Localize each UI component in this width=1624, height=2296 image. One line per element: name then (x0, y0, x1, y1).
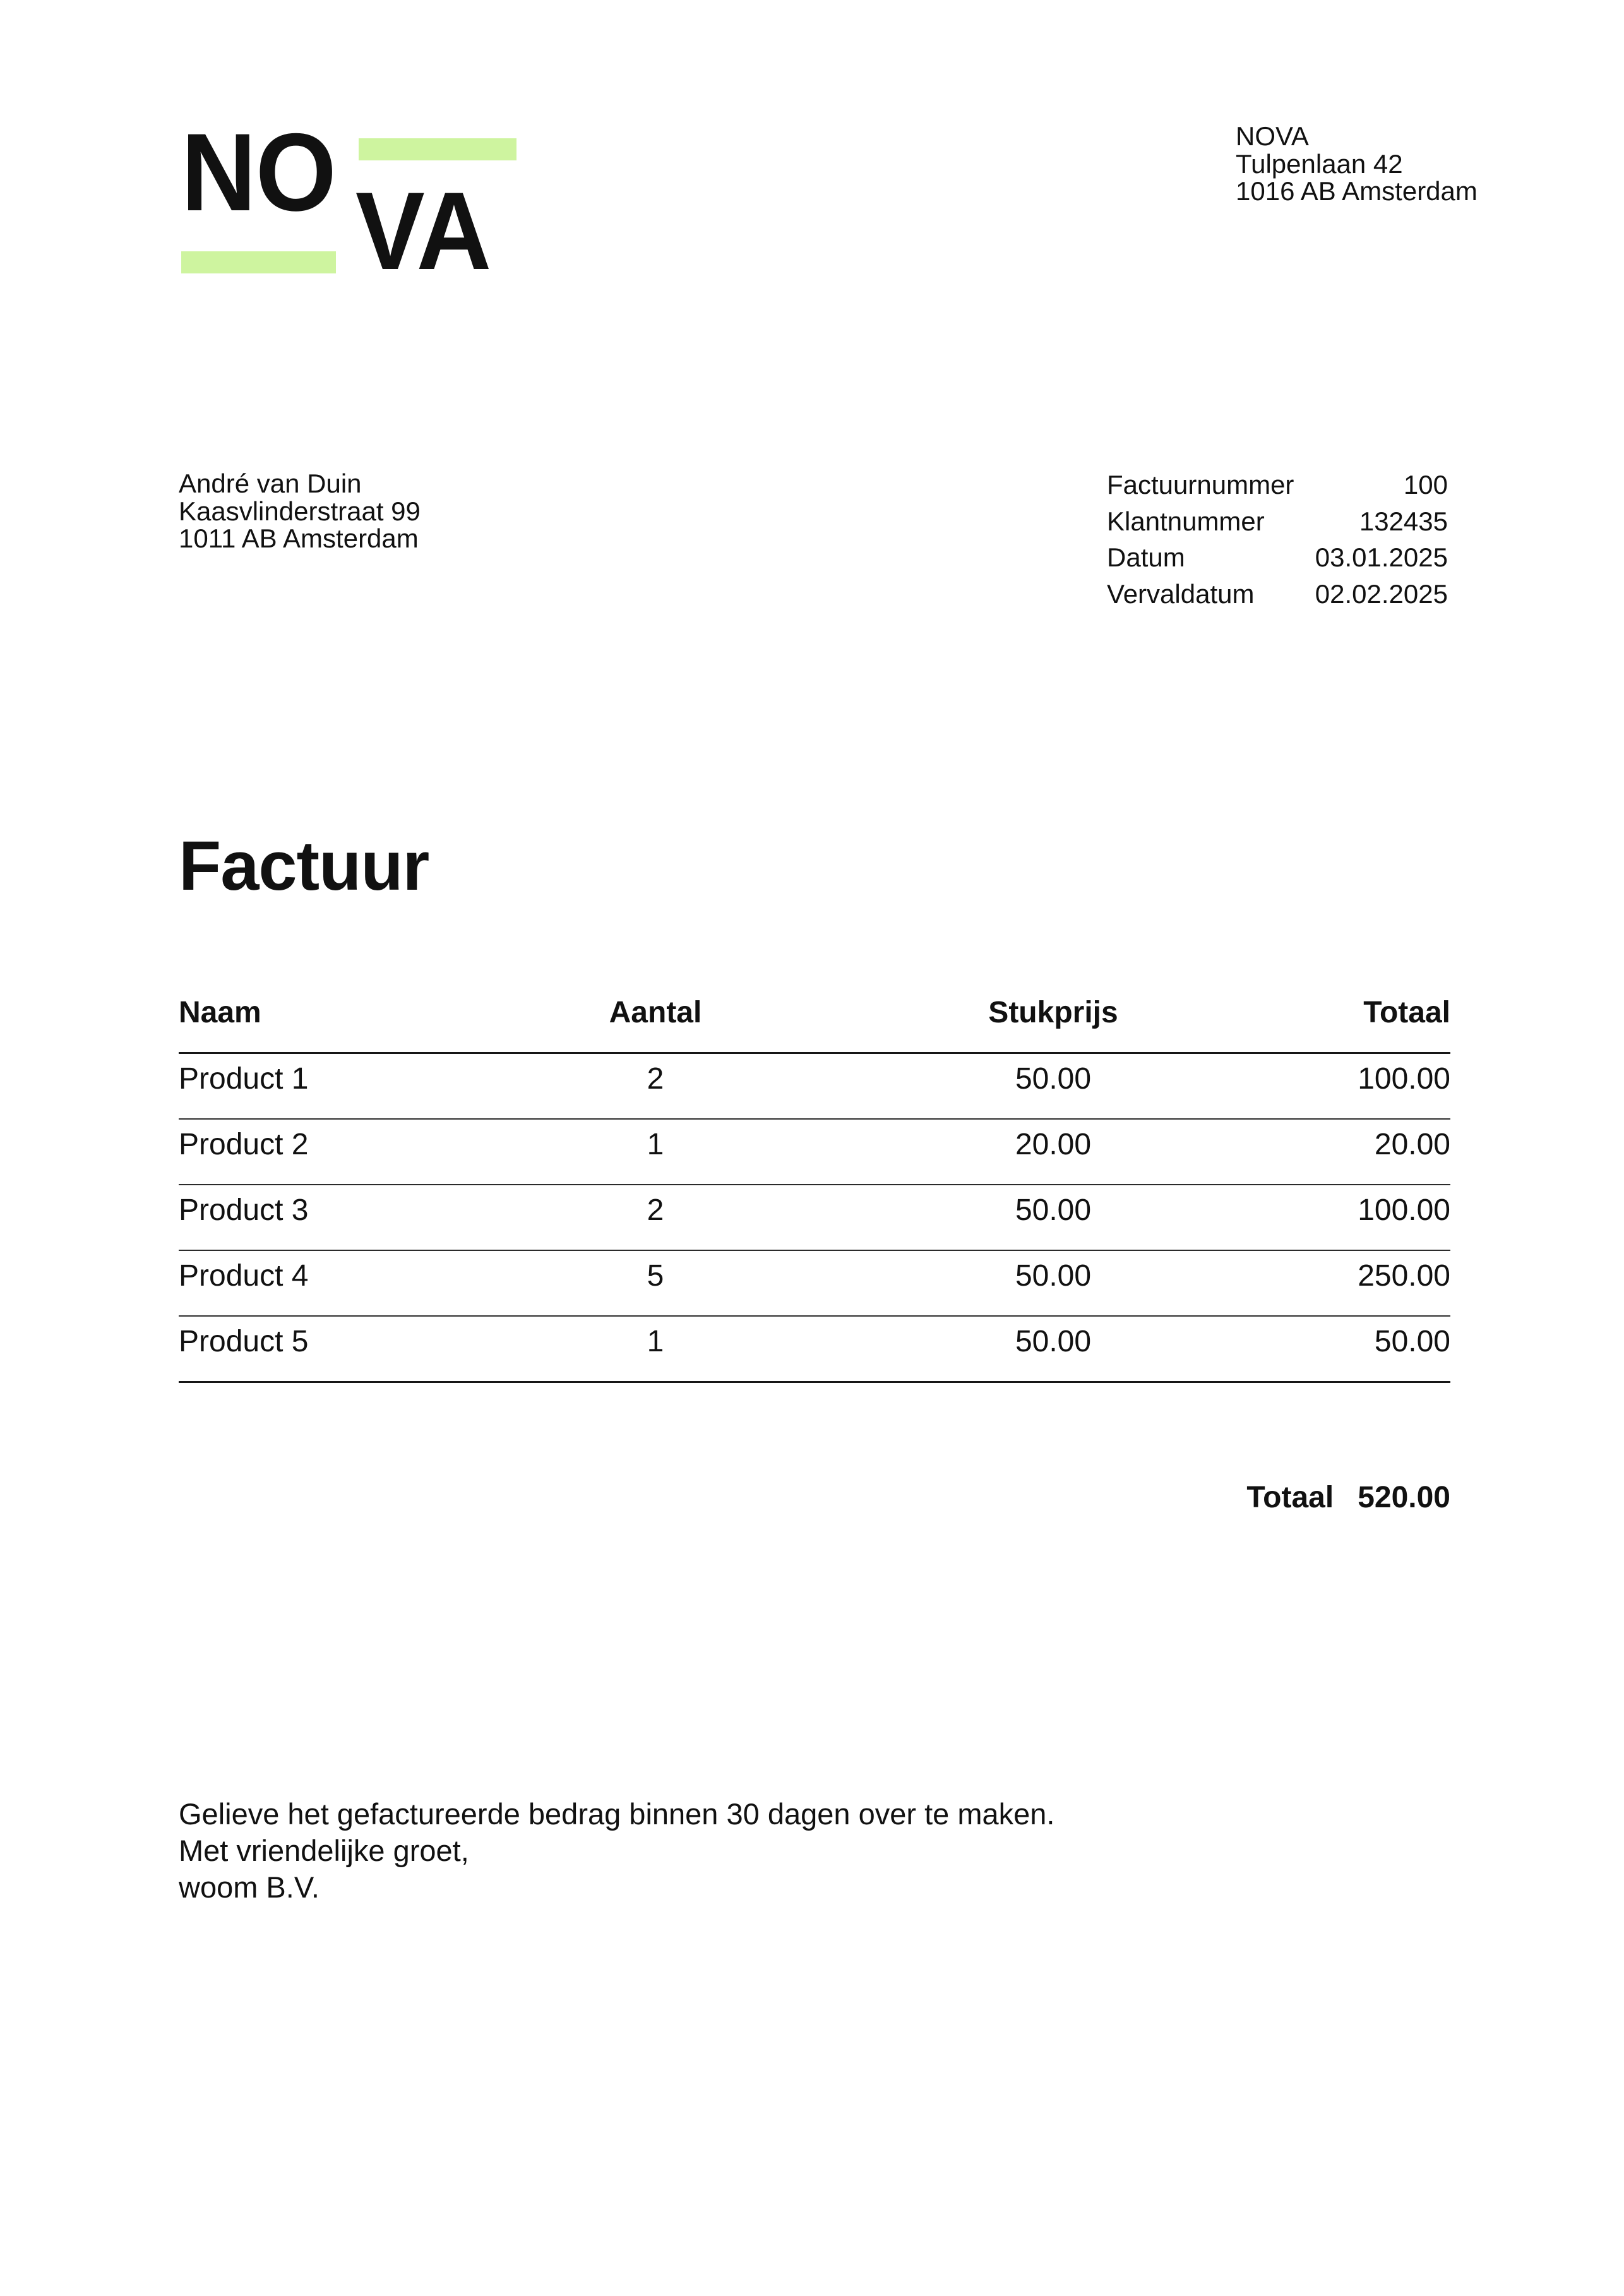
cell-product-name: Product 5 (179, 1325, 309, 1358)
cell-product-name: Product 2 (179, 1128, 309, 1161)
total-label: Totaal (1246, 1481, 1334, 1514)
meta-label: Klantnummer (1107, 506, 1265, 536)
nova-logo (0, 0, 568, 316)
cell-quantity: 5 (647, 1259, 664, 1293)
logo-accent-bar-top (359, 138, 516, 160)
meta-row-date (1107, 544, 1448, 580)
sender-city: 1016 AB Amsterdam (1236, 176, 1478, 206)
table-row (179, 1120, 1450, 1185)
sender-name: NOVA (1236, 121, 1309, 151)
meta-value: 03.01.2025 (1315, 542, 1448, 572)
cell-product-name: Product 4 (179, 1259, 309, 1293)
logo-text-va: VA (355, 170, 491, 293)
invoice-total (179, 1483, 1450, 1513)
recipient-name: André van Duin (179, 469, 362, 498)
cell-line-total: 250.00 (1358, 1259, 1450, 1293)
column-header-naam: Naam (179, 996, 261, 1029)
cell-line-total: 100.00 (1358, 1062, 1450, 1096)
logo-accent-bar-bottom (181, 251, 336, 273)
cell-unit-price: 50.00 (1015, 1062, 1092, 1096)
meta-value: 132435 (1359, 506, 1448, 536)
meta-row-customer-number (1107, 508, 1448, 544)
sender-street: Tulpenlaan 42 (1236, 148, 1403, 179)
recipient-address (179, 470, 421, 553)
recipient-city: 1011 AB Amsterdam (179, 523, 419, 553)
table-row (179, 1185, 1450, 1251)
meta-label: Vervaldatum (1107, 578, 1255, 609)
total-value: 520.00 (1358, 1481, 1450, 1514)
cell-quantity: 2 (647, 1193, 664, 1227)
sender-address (1236, 123, 1478, 205)
table-row (179, 1317, 1450, 1383)
cell-unit-price: 50.00 (1015, 1325, 1092, 1358)
table-header-row (179, 998, 1450, 1054)
line-items-table (179, 998, 1450, 1383)
cell-unit-price: 20.00 (1015, 1128, 1092, 1161)
logo-text-no: NO (181, 111, 336, 234)
recipient-street: Kaasvlinderstraat 99 (179, 496, 421, 526)
cell-quantity: 2 (647, 1062, 664, 1096)
invoice-title: Factuur (179, 827, 429, 905)
meta-row-invoice-number (1107, 471, 1448, 508)
cell-unit-price: 50.00 (1015, 1259, 1092, 1293)
invoice-meta (1107, 471, 1448, 616)
footer-note (179, 1796, 1054, 1906)
column-header-aantal: Aantal (609, 996, 702, 1029)
column-header-totaal: Totaal (1363, 996, 1450, 1029)
cell-line-total: 100.00 (1358, 1193, 1450, 1227)
table-row (179, 1054, 1450, 1120)
cell-line-total: 50.00 (1374, 1325, 1450, 1358)
meta-value: 100 (1403, 470, 1448, 499)
footer-line-company: woom B.V. (179, 1870, 319, 1904)
cell-product-name: Product 3 (179, 1193, 309, 1227)
cell-quantity: 1 (647, 1325, 664, 1358)
footer-line-greeting: Met vriendelijke groet, (179, 1834, 469, 1867)
meta-value: 02.02.2025 (1315, 578, 1448, 609)
cell-product-name: Product 1 (179, 1062, 309, 1096)
column-header-stukprijs: Stukprijs (988, 996, 1118, 1029)
cell-quantity: 1 (647, 1128, 664, 1161)
footer-line-payment-terms: Gelieve het gefactureerde bedrag binnen 30 dagen over te maken. (179, 1797, 1055, 1831)
table-row (179, 1251, 1450, 1317)
cell-unit-price: 50.00 (1015, 1193, 1092, 1227)
meta-label: Datum (1107, 542, 1185, 572)
cell-line-total: 20.00 (1374, 1128, 1450, 1161)
meta-row-due-date (1107, 580, 1448, 617)
meta-label: Factuurnummer (1107, 470, 1294, 499)
